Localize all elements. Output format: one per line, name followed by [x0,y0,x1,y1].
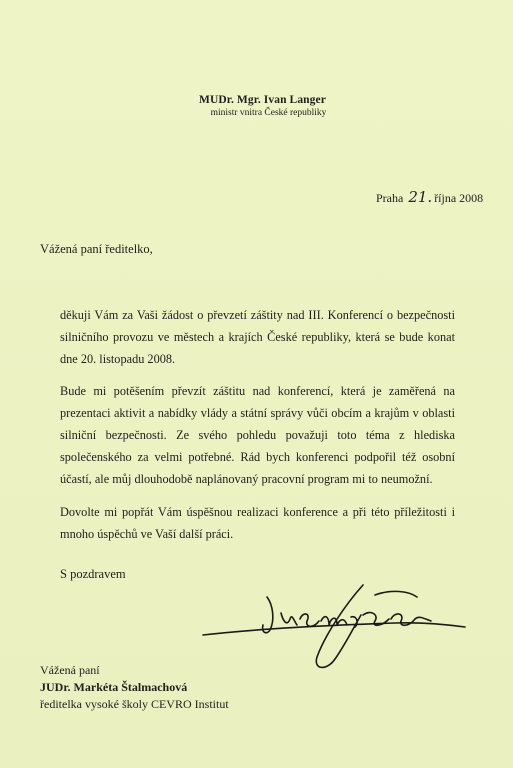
closing: S pozdravem [60,567,126,581]
salutation: Vážená paní ředitelko, [40,242,153,256]
paragraph-3: Dovolte mi popřát Vám úspěšnou realizaci konference a při této příležitosti i mnoho úspěchů ve Vaší další práci. [60,505,455,541]
handwritten-signature [195,575,470,685]
letterhead [0,94,513,118]
letter-date [376,188,483,206]
paragraph-1: děkuji Vám za Vaši žádost o převzetí záštity nad III. Konferencí o bezpečnosti silničního provozu ve městech a krajích České republiky, která se bude konat dne 20. listopadu 2008. [60,308,455,366]
date-month-year: října 2008 [434,191,484,205]
recipient-name: JUDr. Markéta Štalmachová [40,680,188,694]
date-place: Praha [376,191,404,205]
sender-role: ministr vnitra České republiky [210,108,327,118]
paragraph-2: Bude mi potěšením převzít záštitu nad konferencí, která je zaměřená na prezentaci aktivit a nabídky vlády a státní správy vůči obcím a krajům v oblasti silniční bezpečnosti. Ze svého pohledu považuji toto téma z hlediska společenského za velmi potřebné. Rád bych konferenci podpořil též osobní účastí, ale můj dlouhodobě naplánovaný pracovní program mi to neumožní. [60,384,455,486]
recipient-title: ředitelka vysoké školy CEVRO Institut [40,697,229,711]
recipient-block [40,662,229,713]
sender-name: MUDr. Mgr. Ivan Langer [199,94,326,106]
recipient-greeting: Vážená paní [40,663,100,677]
date-day-handwritten: 21. [408,188,433,206]
